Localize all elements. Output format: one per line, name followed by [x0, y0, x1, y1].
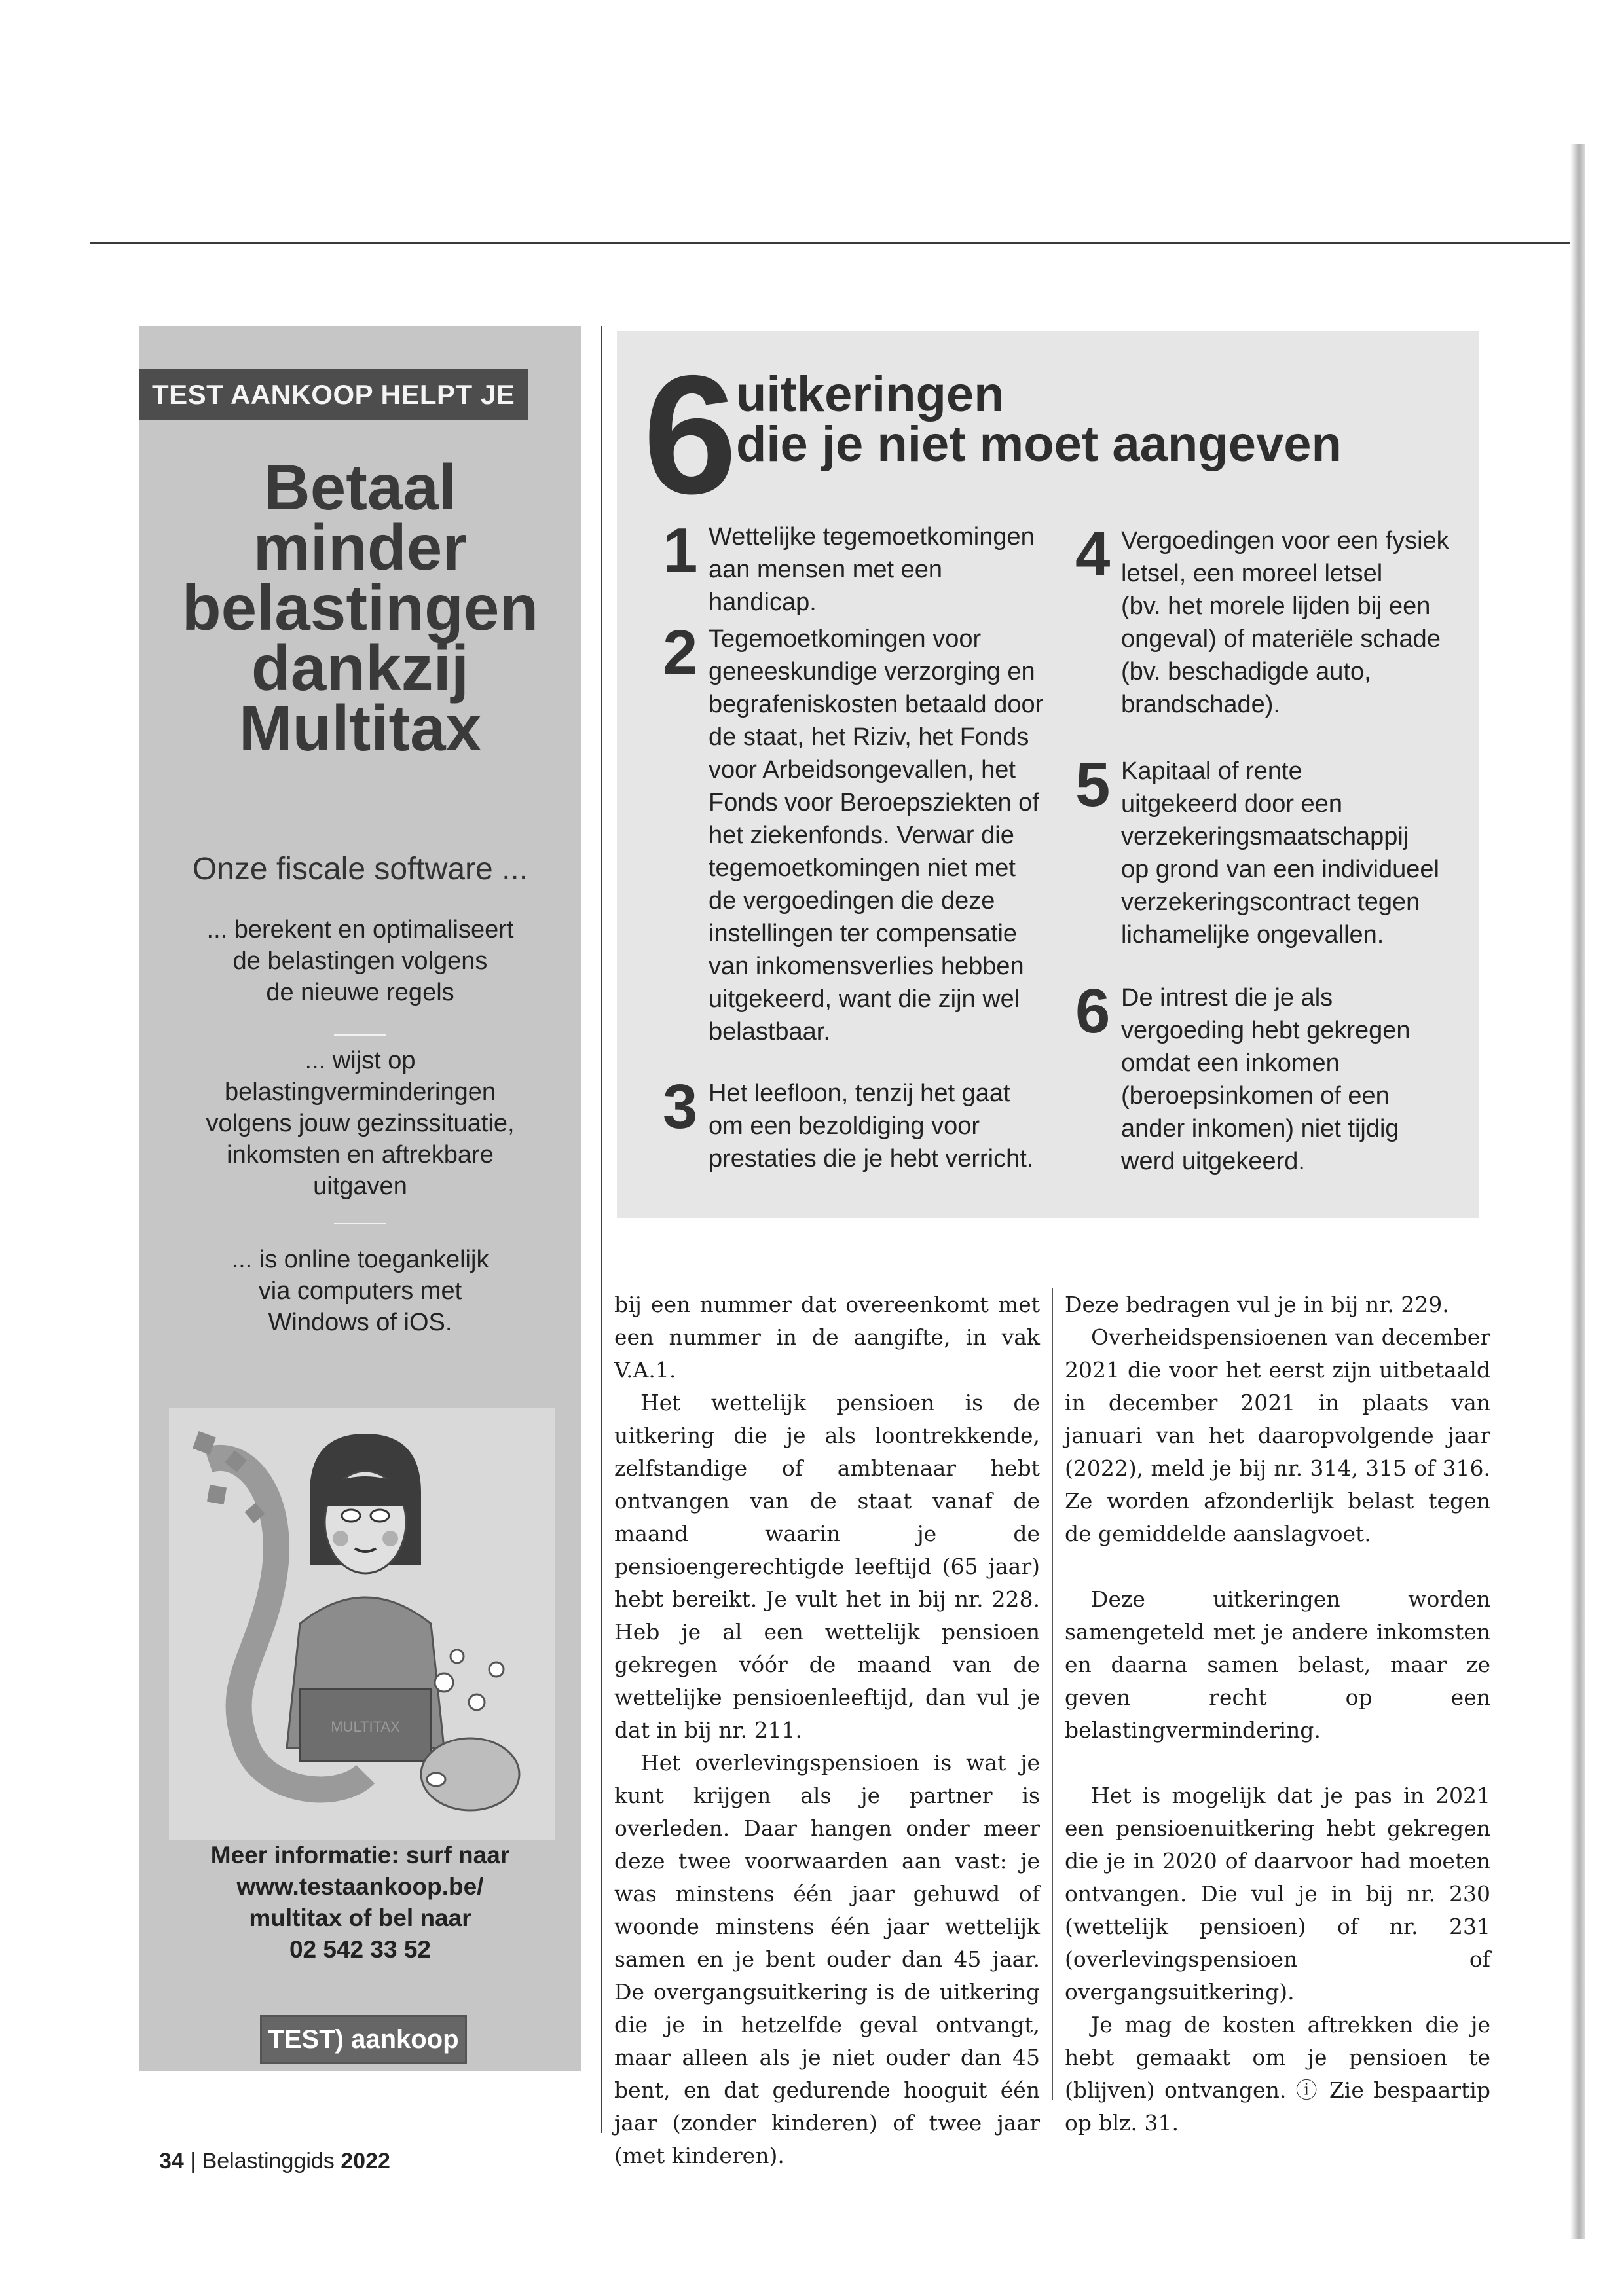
box-number: 6: [643, 340, 737, 529]
sidebar-intro: Onze fiscale software ...: [192, 852, 528, 886]
test-aankoop-logo: TEST) aankoop: [260, 2015, 467, 2064]
box-title-line: die je niet moet aangeven: [736, 416, 1342, 472]
item-number: 2: [663, 617, 698, 687]
page-edge-shadow: [1570, 144, 1585, 2239]
multitax-illustration: [169, 1408, 555, 1840]
headline-line: Multitax: [238, 692, 482, 764]
body-column-2: [1065, 1288, 1490, 2140]
item-number: 3: [663, 1072, 698, 1142]
paragraph: Overheidspensioenen van december 2021 die voor het eerst zijn uitbetaald in december 2021 in plaats van januari van het daaropvolgende jaar (2022), meld je bij nr. 314, 315 of 316. Ze worden afzonderlijk belast tegen de gemiddelde aanslagvoet.: [1065, 1324, 1490, 1546]
item-line: vergoeding hebt gekregen: [1121, 1017, 1411, 1044]
item-line: de staat, het Riziv, het Fonds: [709, 723, 1029, 751]
sidebar-tag: TEST AANKOOP HELPT JE: [139, 369, 528, 420]
feature-line: de belastingen volgens: [232, 947, 488, 975]
publication-year: 2022: [341, 2149, 390, 2174]
sidebar-headline: [139, 451, 581, 764]
item-line: De intrest die je als: [1121, 984, 1333, 1011]
headline-line: belastingen: [181, 572, 539, 644]
paragraph: Deze bedragen vul je in bij nr. 229.: [1065, 1292, 1449, 1317]
headline-line: minder: [253, 511, 468, 583]
item-number: 1: [663, 515, 698, 585]
paragraph: Het is mogelijk dat je pas in 2021 een pensioenuitkering hebt gekregen die je in 2020 of daarvoor had moeten ontvangen. Die vul je in bij nr. 230 (wettelijk pensioen) of nr. 231 (overlevingspensioen of overgangsuitkering).: [1065, 1783, 1490, 2005]
feature-line: Windows of iOS.: [268, 1309, 452, 1336]
item-line: verzekeringsmaatschappij: [1121, 823, 1409, 850]
item-line: (bv. beschadigde auto,: [1121, 658, 1371, 685]
feature-line: belastingverminderingen: [224, 1078, 496, 1106]
box-title-line: uitkeringen: [736, 367, 1005, 422]
item-line: Kapitaal of rente: [1121, 757, 1302, 785]
item-line: op grond van een individueel: [1121, 856, 1439, 883]
sidebar-ad: [139, 326, 581, 2071]
feature-line: ... is online toegankelijk: [231, 1246, 489, 1273]
page-number: 34: [159, 2149, 184, 2174]
sidebar-feature: [178, 1244, 542, 1338]
feature-divider: [334, 1223, 386, 1224]
sidebar-feature: [178, 914, 542, 1008]
item-line: instellingen ter compensatie: [709, 920, 1018, 947]
column-rule: [601, 326, 602, 2133]
item-number: 5: [1075, 750, 1111, 820]
item-line: omdat een inkomen: [1121, 1049, 1340, 1077]
item-line: verzekeringscontract tegen: [1121, 888, 1420, 916]
feature-line: via computers met: [258, 1277, 462, 1305]
item-line: ongeval) of materiële schade: [1121, 625, 1441, 653]
body-column-1: [614, 1288, 1040, 2172]
info-box: [617, 331, 1479, 1218]
item-text: [1121, 524, 1462, 721]
top-rule: [90, 242, 1583, 244]
item-line: Wettelijke tegemoetkomingen: [709, 523, 1035, 551]
box-title: [736, 367, 1342, 472]
item-line: om een bezoldiging voor: [709, 1112, 980, 1140]
item-line: werd uitgekeerd.: [1121, 1148, 1305, 1175]
item-line: lichamelijke ongevallen.: [1121, 921, 1384, 949]
item-text: [709, 623, 1049, 1048]
feature-line: uitgaven: [313, 1173, 407, 1200]
item-text: [709, 1077, 1049, 1175]
item-number: 4: [1075, 519, 1111, 589]
headline-line: Betaal: [263, 451, 457, 523]
item-line: Vergoedingen voor een fysiek: [1121, 527, 1449, 555]
sidebar-contact: [139, 1840, 581, 1965]
feature-line: ... berekent en optimaliseert: [206, 916, 514, 943]
feature-line: volgens jouw gezinssituatie,: [206, 1110, 515, 1137]
contact-url[interactable]: www.testaankoop.be/: [236, 1873, 484, 1900]
item-text: [1121, 755, 1462, 951]
item-number: 6: [1075, 976, 1111, 1046]
feature-line: de nieuwe regels: [266, 979, 454, 1006]
paragraph: Het overlevingspensioen is wat je kunt krijgen als je partner is overleden. Daar hangen onder meer deze twee voorwaarden aan vast: je was minstens één jaar gehuwd of woonde minstens één jaar wettelijk samen en je bent ouder dan 45 jaar. De overgangsuitkering is de uitkering die je in hetzelfde geval ontvangt, maar alleen als je niet ouder dan 45 bent, en dat gedurende hooguit één jaar (zonder kinderen) of twee jaar (met kinderen).: [614, 1750, 1040, 2168]
item-line: (bv. het morele lijden bij een: [1121, 592, 1431, 620]
item-line: tegemoetkomingen niet met: [709, 854, 1016, 882]
woman-with-laptop-illustration: [169, 1408, 555, 1840]
publication-name: Belastinggids: [202, 2149, 335, 2174]
paragraph: Je mag de kosten aftrekken die je hebt gemaakt om je pensioen te (blijven) ontvangen. ⓘ Zie bespaartip op blz. 31.: [1065, 2012, 1490, 2136]
paragraph: Deze uitkeringen worden samengeteld met je andere inkomsten en daarna samen belast, maar ze geven recht op een belastingvermindering.: [1065, 1586, 1490, 1743]
column-rule: [1052, 1288, 1053, 2100]
item-line: van inkomensverlies hebben: [709, 953, 1024, 980]
contact-phone: 02 542 33 52: [289, 1936, 432, 1963]
feature-line: inkomsten en aftrekbare: [227, 1141, 494, 1169]
paragraph: bij een nummer dat overeenkomt met een nummer in de aangifte, in vak V.A.1.: [614, 1292, 1040, 1383]
item-text: [709, 520, 1049, 619]
item-line: Fonds voor Beroepsziekten of: [709, 789, 1039, 816]
item-line: uitgekeerd, want die zijn wel: [709, 985, 1020, 1013]
footer-separator: |: [190, 2149, 202, 2174]
item-line: het ziekenfonds. Verwar die: [709, 822, 1014, 849]
feature-line: ... wijst op: [304, 1047, 416, 1074]
item-line: aan mensen met een handicap.: [709, 556, 943, 616]
sidebar-feature: [178, 1045, 542, 1202]
item-line: prestaties die je hebt verricht.: [709, 1145, 1034, 1173]
item-line: brandschade).: [1121, 691, 1280, 718]
item-line: de vergoedingen die deze: [709, 887, 995, 915]
item-line: belastbaar.: [709, 1018, 830, 1046]
contact-line: Meer informatie: surf naar: [210, 1842, 510, 1868]
laptop-label: MULTITAX: [331, 1719, 400, 1735]
headline-line: dankzij: [251, 632, 470, 704]
item-line: letsel, een moreel letsel: [1121, 560, 1383, 587]
item-line: Het leefloon, tenzij het gaat: [709, 1080, 1010, 1107]
item-line: (beroepsinkomen of een: [1121, 1082, 1390, 1110]
page-footer: [159, 2149, 390, 2174]
contact-url[interactable]: multitax of bel naar: [249, 1904, 471, 1931]
feature-divider: [334, 1034, 386, 1036]
item-line: begrafeniskosten betaald door: [709, 691, 1044, 718]
item-line: geneeskundige verzorging en: [709, 658, 1035, 685]
item-line: ander inkomen) niet tijdig: [1121, 1115, 1399, 1142]
item-line: uitgekeerd door een: [1121, 790, 1343, 818]
paragraph: Het wettelijk pensioen is de uitkering die je als loontrekkende, zelfstandige of ambtenaar hebt ontvangen van de staat vanaf de maand waarin je de pensioengerechtigde leeftijd (65 jaar) hebt bereikt. Je vult het in bij nr. 228. Heb je al een wettelijk pensioen gekregen vóór de maand van de wettelijke pensioenleeftijd, dan vul je dat in bij nr. 211.: [614, 1390, 1040, 1743]
item-text: [1121, 981, 1462, 1178]
item-line: Tegemoetkomingen voor: [709, 625, 982, 653]
item-line: voor Arbeidsongevallen, het: [709, 756, 1016, 784]
